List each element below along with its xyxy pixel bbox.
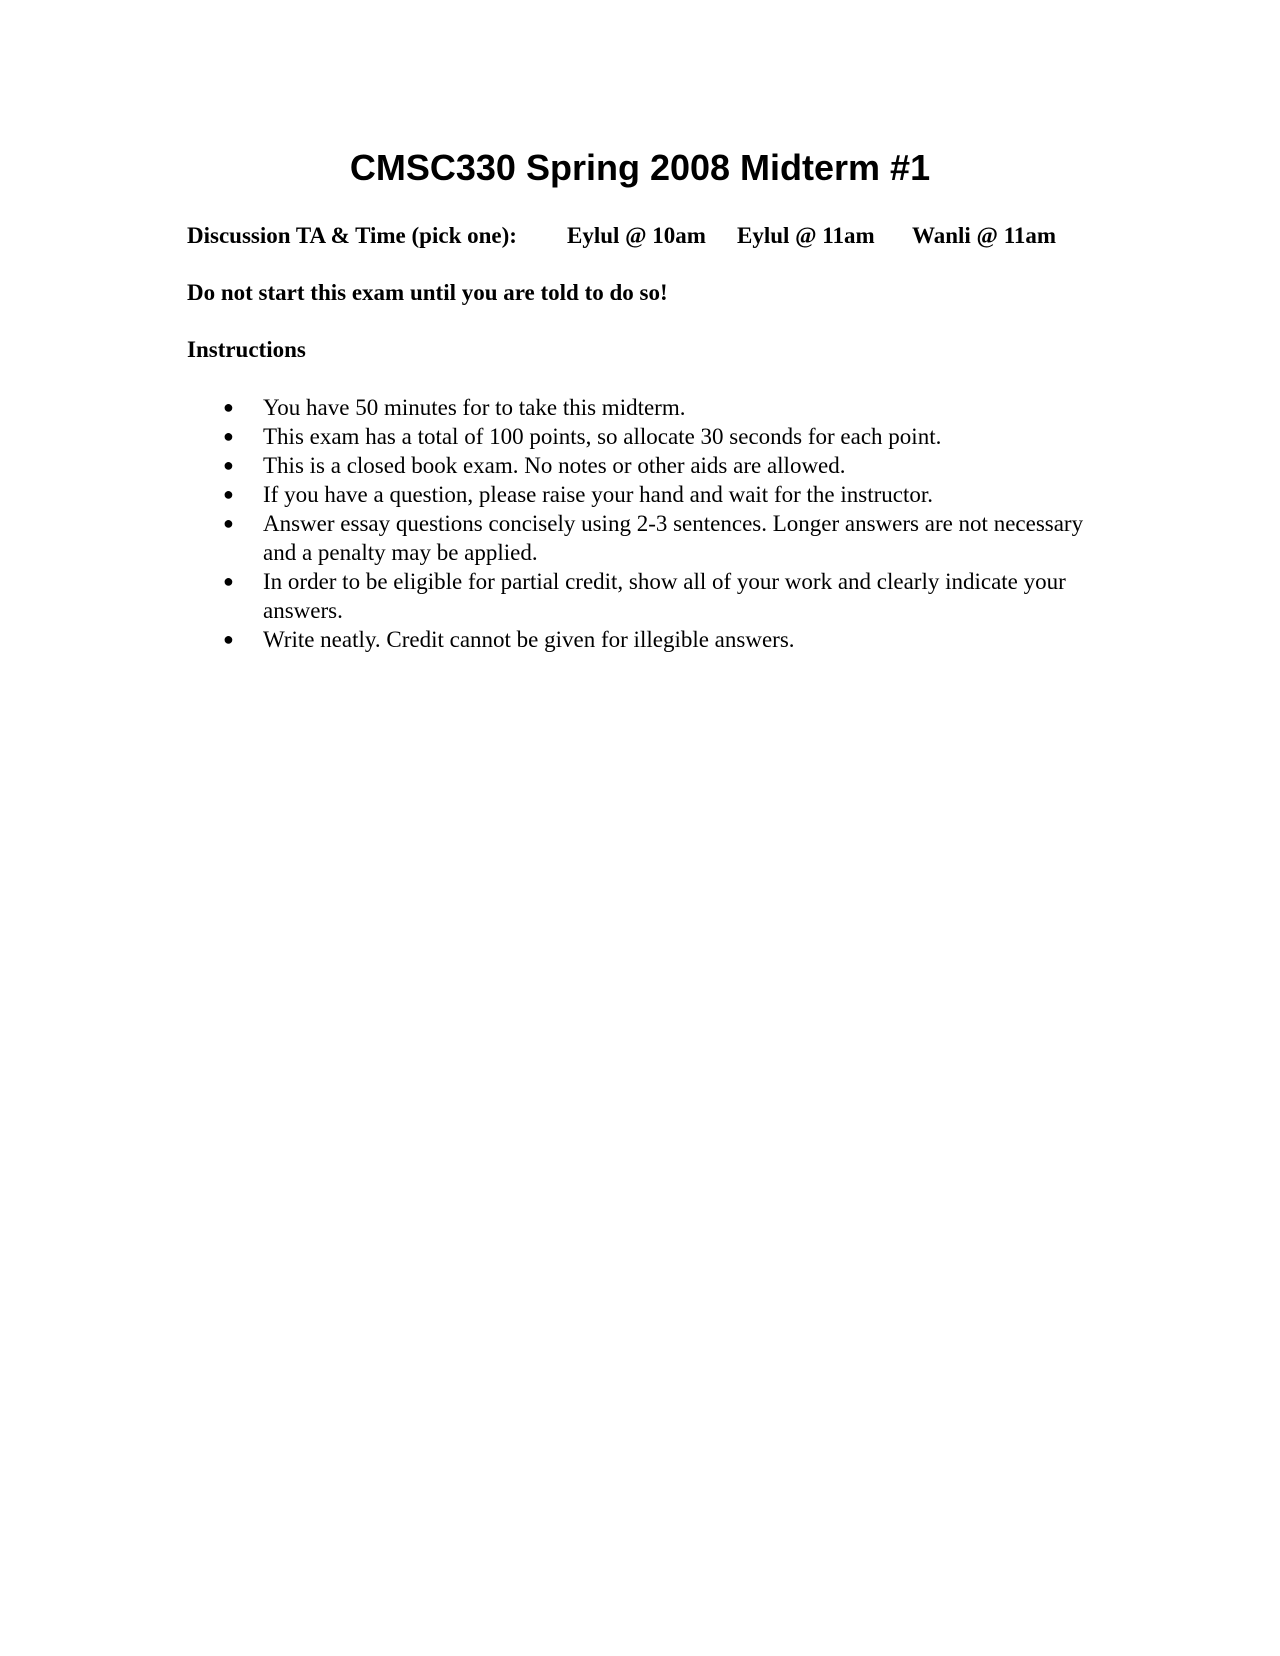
instruction-item (187, 567, 1087, 625)
instruction-item (187, 625, 1087, 654)
discussion-ta-line (187, 221, 1187, 251)
ta-option[interactable]: Eylul @ 10am (567, 223, 706, 248)
instruction-text: This is a closed book exam. No notes or other aids are allowed. (263, 453, 846, 478)
bullet-icon: ● (223, 426, 234, 446)
instruction-item (187, 393, 1087, 422)
bullet-icon: ● (223, 571, 234, 591)
bullet-icon: ● (223, 629, 234, 649)
instruction-item (187, 451, 1087, 480)
instruction-text: In order to be eligible for partial credit, show all of your work and clearly indicate your answers. (263, 569, 1066, 623)
ta-option[interactable]: Wanli @ 11am (912, 223, 1057, 248)
discussion-label: Discussion TA & Time (pick one): (187, 223, 517, 248)
instruction-text: Write neatly. Credit cannot be given for illegible answers. (263, 627, 795, 652)
instruction-text: If you have a question, please raise your hand and wait for the instructor. (263, 482, 933, 507)
page-title: CMSC330 Spring 2008 Midterm #1 (349, 147, 931, 188)
instruction-text: This exam has a total of 100 points, so allocate 30 seconds for each point. (263, 424, 942, 449)
instruction-item (187, 509, 1087, 567)
instruction-text: Answer essay questions concisely using 2-3 sentences. Longer answers are not necessary and a penalty may be applied. (263, 511, 1084, 565)
bullet-icon: ● (223, 484, 234, 504)
start-warning: Do not start this exam until you are told to do so! (187, 280, 668, 305)
bullet-icon: ● (223, 397, 234, 417)
instruction-item (187, 480, 1087, 509)
instruction-item (187, 422, 1087, 451)
instruction-text: You have 50 minutes for to take this midterm. (263, 395, 686, 420)
instructions-heading: Instructions (187, 337, 306, 362)
bullet-icon: ● (223, 455, 234, 475)
instructions-list (187, 393, 1087, 654)
bullet-icon: ● (223, 513, 234, 533)
ta-option[interactable]: Eylul @ 11am (737, 223, 875, 248)
